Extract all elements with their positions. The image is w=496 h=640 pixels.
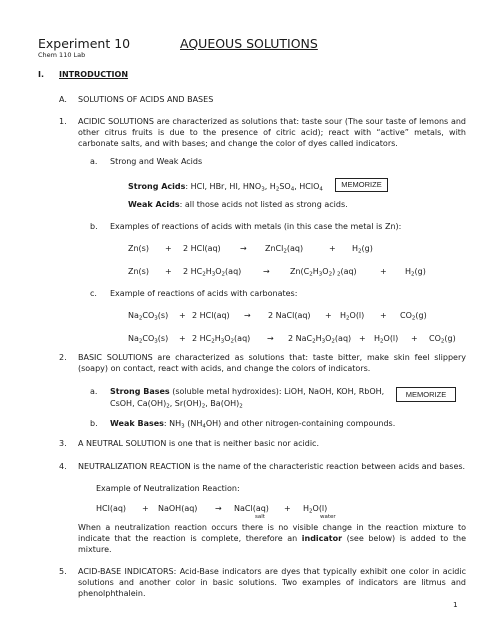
strong-bases-line	[110, 386, 384, 397]
weak-acids-text: : all those acids not listed as strong acids.	[179, 200, 348, 209]
strong-bases-text: (soluble metal hydroxides): LiOH, NaOH, KOH, RbOH,	[169, 387, 385, 396]
item-number: 3.	[59, 439, 67, 448]
course-name: Chem 110 Lab	[38, 51, 86, 59]
basic-solutions-paragraph: BASIC SOLUTIONS are characterized as solutions that: taste bitter, make skin feel slippery (soapy) on contact, react with acids, and change the colors of indicators.	[78, 353, 466, 373]
acid-metal-heading: Examples of reactions of acids with metals (in this case the metal is Zn):	[110, 222, 402, 231]
weak-bases-label: Weak Bases	[110, 419, 164, 428]
strong-acids-list: : HCl, HBr, HI, HNO	[185, 182, 262, 191]
acid-carbonate-heading: Example of reactions of acids with carbonates:	[110, 289, 298, 298]
neutralization-paragraph: NEUTRALIZATION REACTION is the name of the characteristic reaction between acids and bases.	[78, 462, 466, 471]
strong-weak-acids-heading: Strong and Weak Acids	[110, 157, 203, 166]
page-title: AQUEOUS SOLUTIONS	[180, 36, 318, 51]
strong-acids-label: Strong Acids	[128, 182, 186, 191]
section-title: INTRODUCTION	[59, 70, 129, 79]
item-letter: b.	[90, 222, 98, 231]
indicator-text-1: When a neutralization reaction occurs there is no visible change in the reaction mixture to indicate that the reaction is complete, therefore an	[78, 523, 466, 543]
weak-bases-text-3: OH) and other nitrogen-containing compounds.	[205, 419, 396, 428]
weak-bases-text: : NH	[163, 419, 182, 428]
equation-carbonate-hcl: $Na_2CO_3(s)$ + 2 HCl(aq) → 2 NaCl(aq) + $H_2O(l)$ + $CO_2(g)$	[128, 311, 427, 322]
strong-bases-label: Strong Bases	[110, 387, 170, 396]
subsection-title: SOLUTIONS OF ACIDS AND BASES	[78, 95, 214, 104]
indicator-text-2: (see below) is added to the mixture.	[78, 534, 467, 554]
item-number: 2.	[59, 353, 67, 362]
item-number: 5.	[59, 567, 67, 576]
subsection-letter: A.	[59, 95, 67, 104]
indicator-bold-word: indicator	[301, 534, 343, 543]
item-letter: a.	[90, 157, 98, 166]
water-label: water	[320, 514, 336, 520]
section-number: I.	[38, 70, 45, 79]
equation-carbonate-acetic-acid: $Na_2CO_3(s)$ + 2 $HC_2H_3O_2(aq)$ → 2 $NaC_2H_3O_2(aq)$ + $H_2O(l)$ + $CO_2(g)$	[128, 334, 456, 345]
item-number: 4.	[59, 462, 67, 471]
neutralization-indicator-paragraph	[78, 522, 466, 555]
memorize-box-bases: MEMORIZE	[396, 387, 456, 402]
indicators-paragraph: ACID-BASE INDICATORS: Acid-Base indicators are dyes that typically exhibit one color in acidic solutions and another color in basic solutions. Two examples of indicators are litmus and phenolphthalein.	[78, 567, 466, 598]
weak-acids-line	[128, 199, 348, 210]
item-letter: b.	[90, 419, 98, 428]
item-number: 1.	[59, 117, 67, 126]
equation-zn-hcl: Zn(s) + 2 HCl(aq) → ZnCl$_2$(aq) + $H_2(g)$	[128, 244, 373, 255]
weak-bases-text-2: (NH	[184, 419, 203, 428]
neutralization-example-label: Example of Neutralization Reaction:	[96, 484, 240, 493]
page-number: 1	[453, 600, 458, 609]
strong-bases-text-2: CsOH, Ca(OH)	[110, 399, 167, 408]
item-letter: c.	[90, 289, 97, 298]
salt-label: salt	[255, 514, 265, 520]
acidic-solutions-paragraph: ACIDIC SOLUTIONS are characterized as solutions that: taste sour (The sour taste of lemons and other citrus fruits is due to the presence of citric acid); react with “active” metals, with carbonate salts, and with bases; and change the color of dyes called indicators.	[78, 117, 466, 148]
weak-acids-label: Weak Acids	[128, 200, 180, 209]
memorize-box-acids: MEMORIZE	[335, 178, 388, 192]
equation-neutralization: HCl(aq) + NaOH(aq) → NaCl(aq) + $H_2O(l)$	[96, 504, 328, 515]
item-letter: a.	[90, 387, 98, 396]
strong-acids-line: Strong Acids: HCl, HBr, HI, $HNO_3$, $H_2SO_4$, HClO$_4$	[128, 182, 323, 193]
strong-bases-line-2: CsOH, $Ca(OH)_2$, $Sr(OH)_2$, $Ba(OH)_2$	[110, 399, 243, 410]
weak-bases-line: Weak Bases: $NH_3$ $(NH_4OH)$ and other nitrogen-containing compounds.	[110, 419, 396, 430]
equation-zn-acetic-acid: Zn(s) + 2 $HC_2H_3O_2(aq)$ → $Zn(C_2H_3O_2)$ $_2$(aq) + $H_2(g)$	[128, 267, 426, 278]
neutral-solution-text: A NEUTRAL SOLUTION is one that is neither basic nor acidic.	[78, 439, 319, 448]
experiment-number: Experiment 10	[38, 36, 131, 51]
